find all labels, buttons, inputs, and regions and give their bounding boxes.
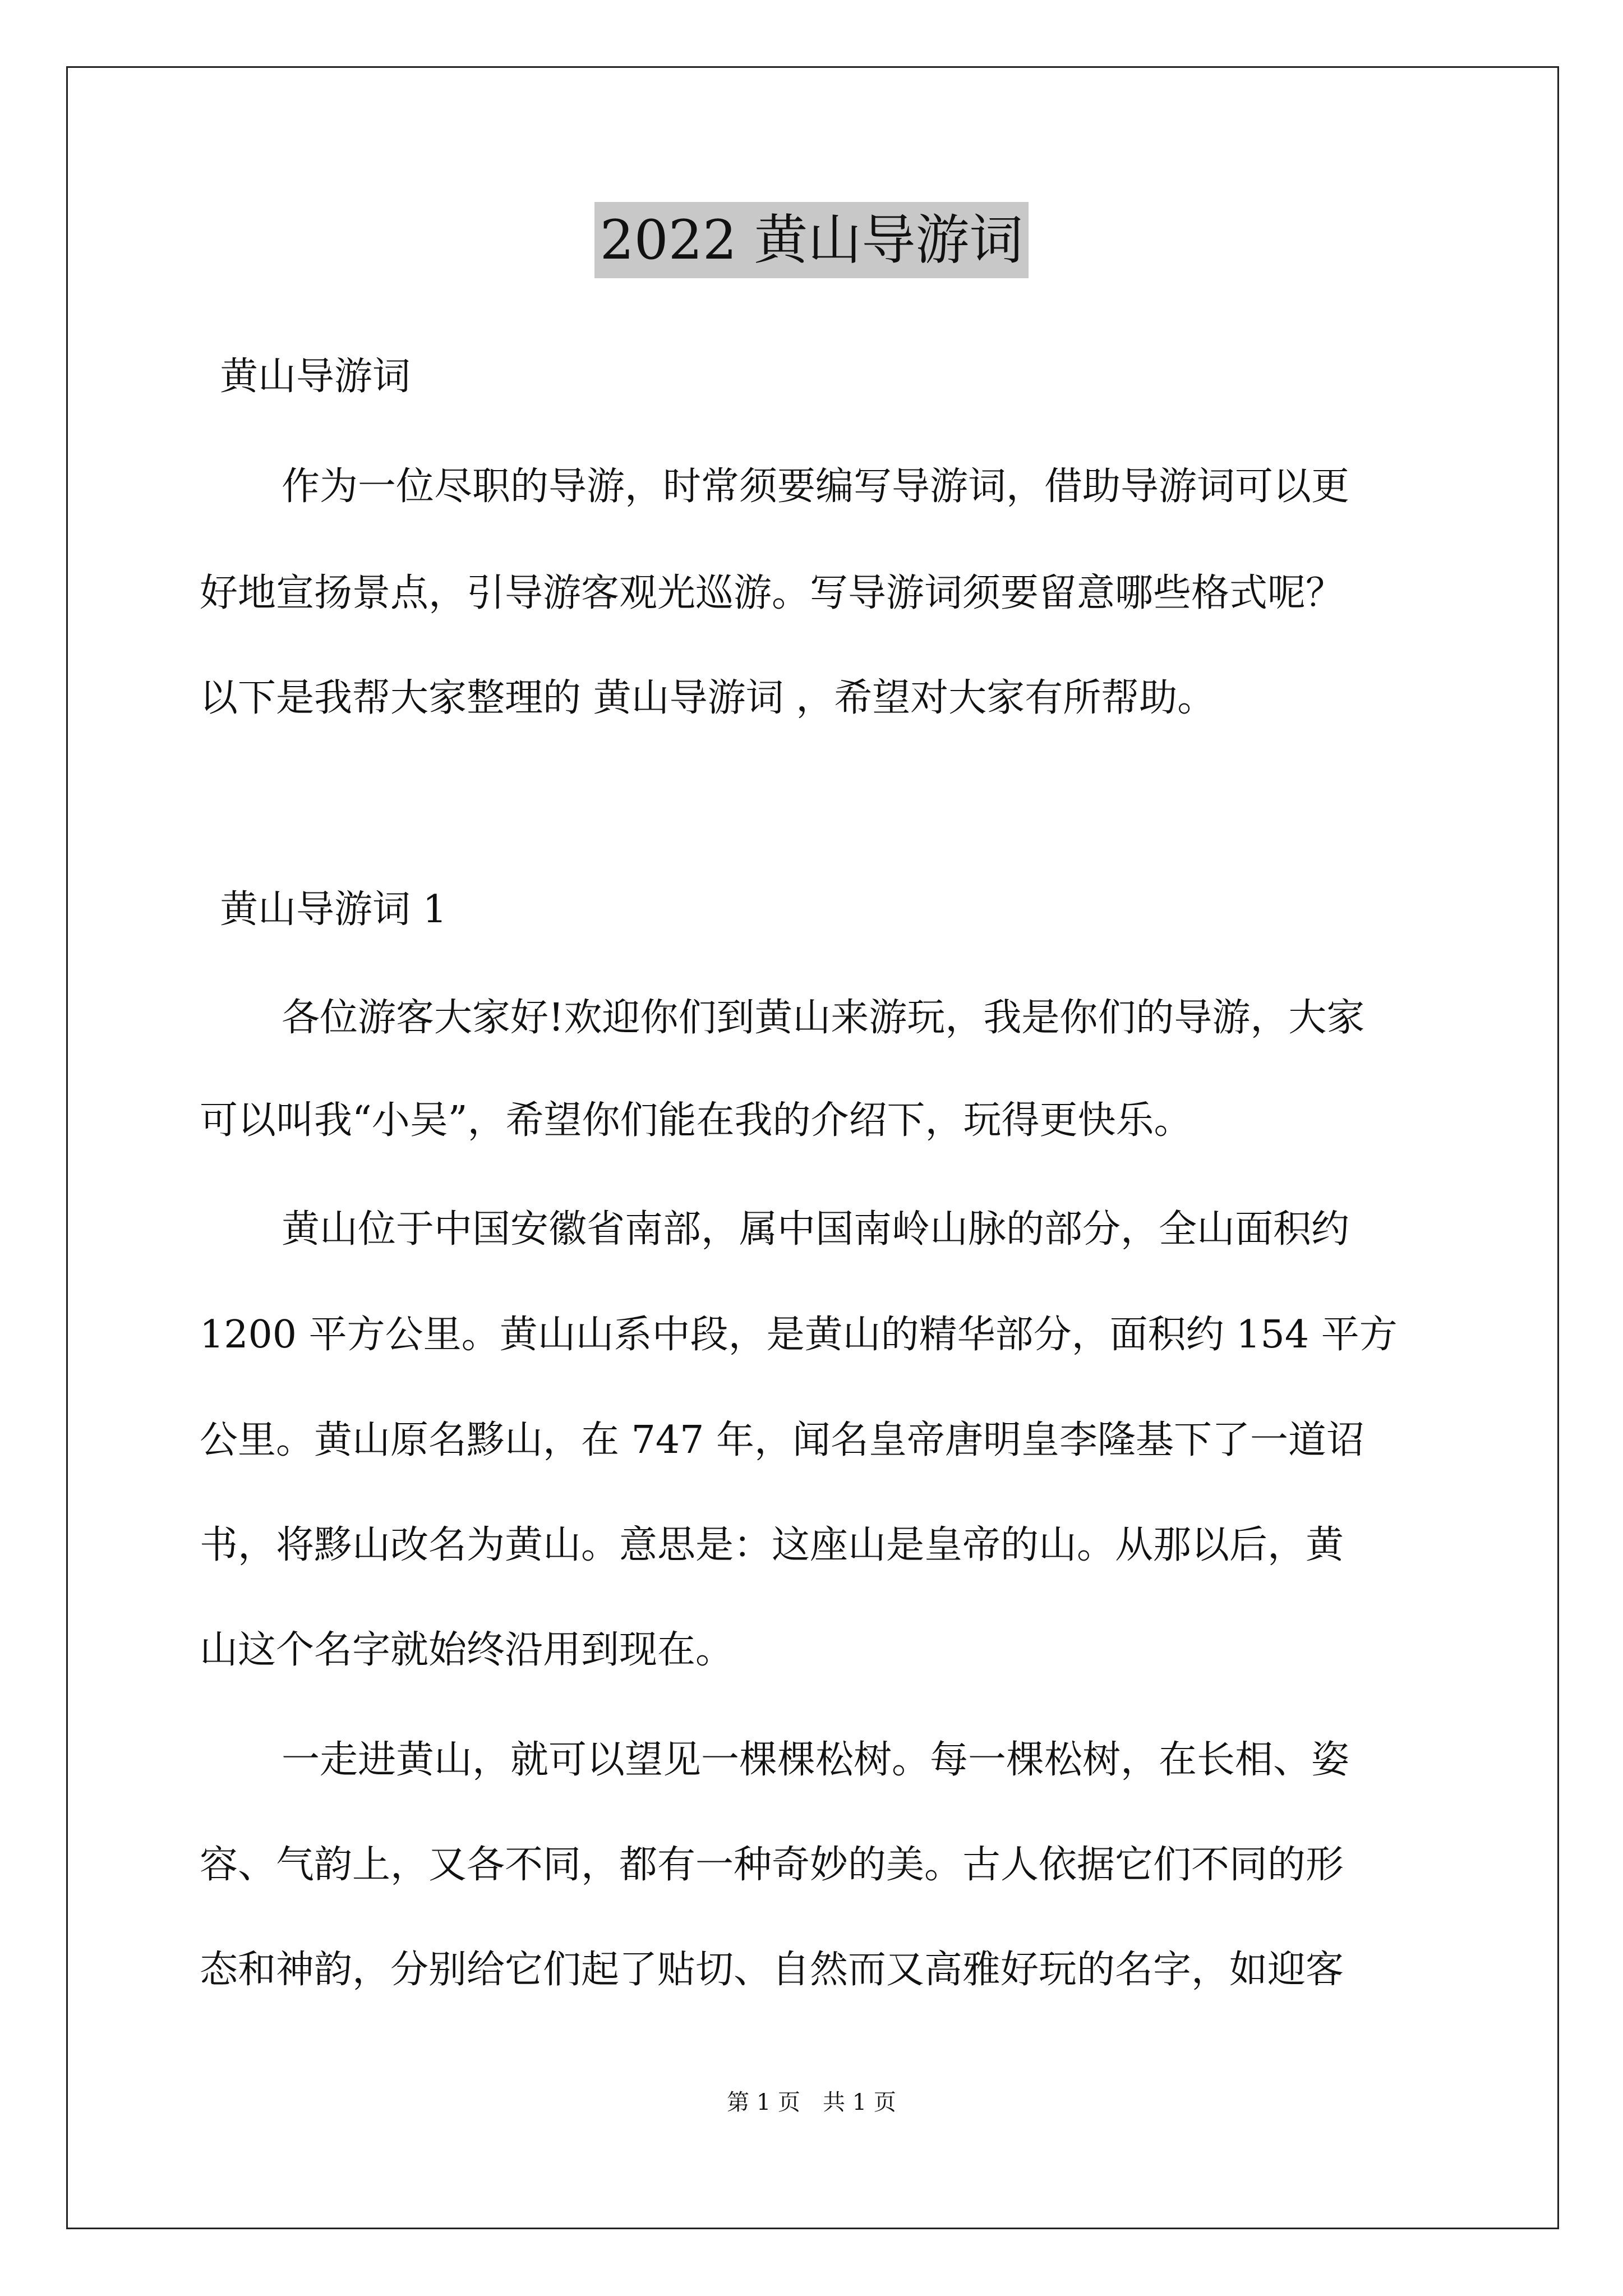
paragraph-line: 公里。黄山原名黟山，在 747 年，闻名皇帝唐明皇李隆基下了一道诏 [200, 1418, 1365, 1462]
paragraph-line: 可以叫我“小吴”，希望你们能在我的介绍下，玩得更快乐。 [200, 1098, 1192, 1143]
document-title [0, 201, 1623, 279]
document-title-text: 2022 黄山导游词 [594, 202, 1029, 278]
section-heading-1: 黄山导游词 1 [220, 887, 447, 932]
paragraph-line: 一走进黄山，就可以望见一棵棵松树。每一棵松树，在长相、姿 [282, 1738, 1350, 1782]
section-heading-intro: 黄山导游词 [220, 355, 411, 399]
intro-paragraph-line: 好地宣扬景点，引导游客观光巡游。写导游词须要留意哪些格式呢？ [200, 571, 1344, 615]
paragraph-line: 容、气韵上，又各不同，都有一种奇妙的美。古人依据它们不同的形 [200, 1843, 1344, 1887]
paragraph-line: 态和神韵，分别给它们起了贴切、自然而又高雅好玩的名字，如迎客 [200, 1948, 1344, 1992]
paragraph-line: 黄山位于中国安徽省南部，属中国南岭山脉的部分，全山面积约 [282, 1207, 1350, 1251]
paragraph-line: 山这个名字就始终沿用到现在。 [200, 1628, 734, 1672]
paragraph-line: 各位游客大家好!欢迎你们到黄山来游玩，我是你们的导游，大家 [282, 996, 1365, 1040]
intro-paragraph-line: 以下是我帮大家整理的 黄山导游词 ，希望对大家有所帮助。 [200, 676, 1216, 720]
page-number-footer: 第 1 页 共 1 页 [727, 2090, 896, 2115]
paragraph-line: 1200 平方公里。黄山山系中段，是黄山的精华部分，面积约 154 平方 [200, 1313, 1398, 1357]
paragraph-line: 书，将黟山改名为黄山。意思是：这座山是皇帝的山。从那以后，黄 [200, 1523, 1344, 1567]
intro-paragraph-line: 作为一位尽职的导游，时常须要编写导游词，借助导游词可以更 [282, 464, 1350, 509]
